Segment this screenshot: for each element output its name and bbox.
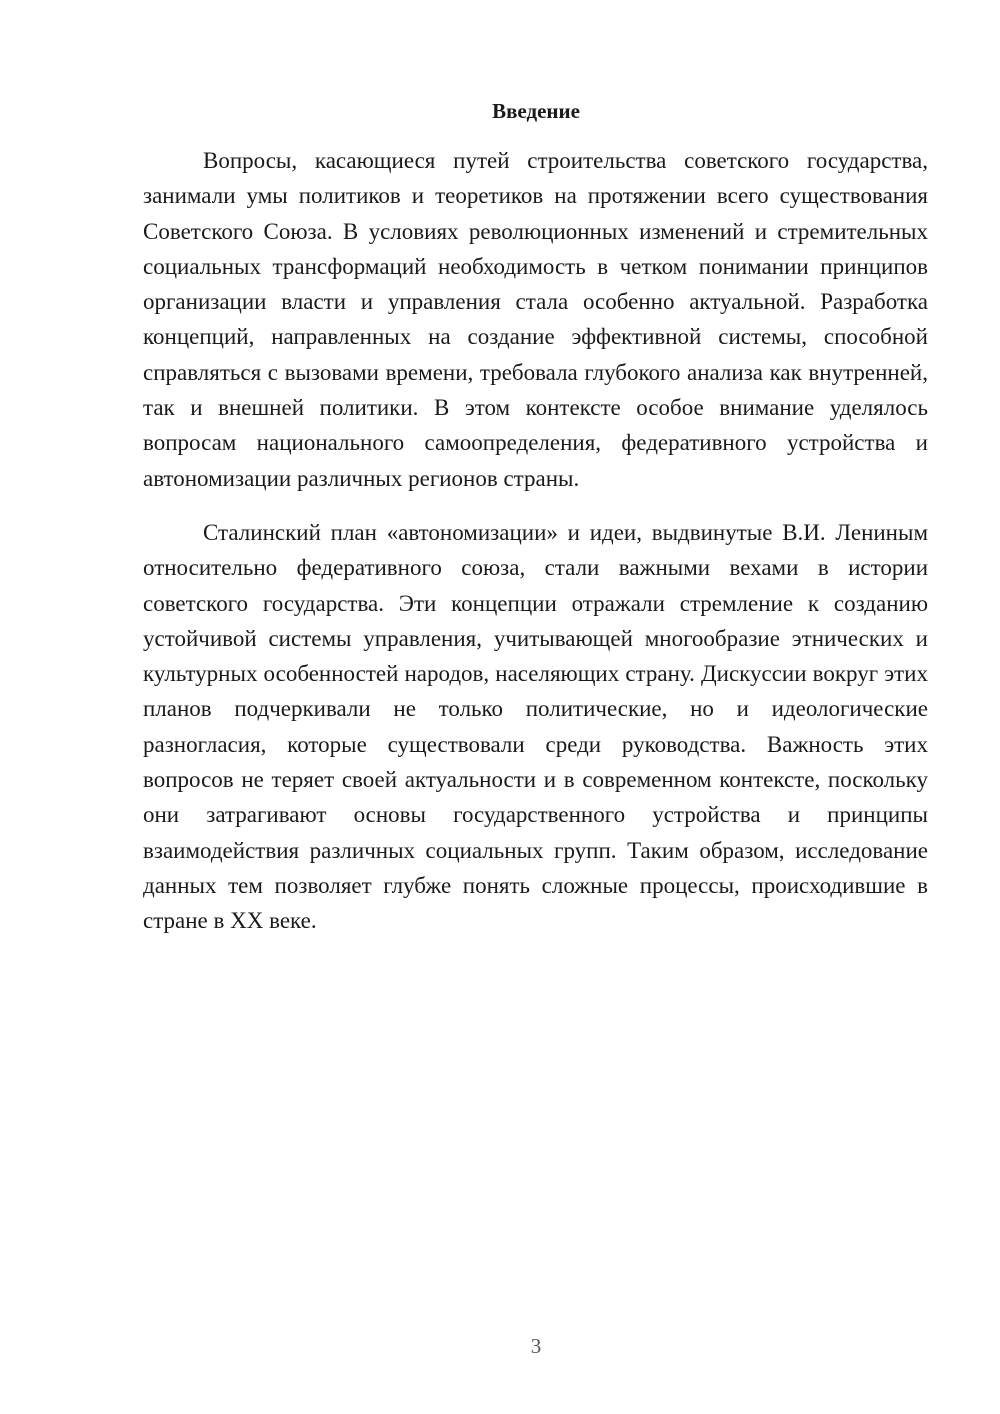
page-title: Введение — [492, 99, 580, 123]
paragraph-1: Вопросы, касающиеся путей строительства советского государства, занимали умы политиков и теоретиков на протяжении всего существования Советского Союза. В условиях революционных изменений и стремительных социальных трансформаций необходимость в четком понимании принципов организации власти и управления стала особенно актуальной. Разработка концепций, направленных на создание эффективной системы, способной справляться с вызовами времени, требовала глубокого анализа как внутренней, так и внешней политики. В этом контексте особое внимание уделялось вопросам национального самоопределения, федеративного устройства и автономизации различных регионов страны. — [143, 148, 928, 491]
page-number: 3 — [530, 1334, 542, 1358]
body-text — [143, 143, 928, 939]
paragraph-2: Сталинский план «автономизации» и идеи, выдвинутые В.И. Лениным относительно федеративного союза, стали важными вехами в истории советского государства. Эти концепции отражали стремление к созданию устойчивой системы управления, учитывающей многообразие этнических и культурных особенностей народов, населяющих страну. Дискуссии вокруг этих планов подчеркивали не только политические, но и идеологические разногласия, которые существовали среди руководства. Важность этих вопросов не теряет своей актуальности и в современном контексте, поскольку они затрагивают основы государственного устройства и принципы взаимодействия различных социальных групп. Таким образом, исследование данных тем позволяет глубже понять сложные процессы, происходившие в стране в XX веке. — [143, 519, 928, 934]
